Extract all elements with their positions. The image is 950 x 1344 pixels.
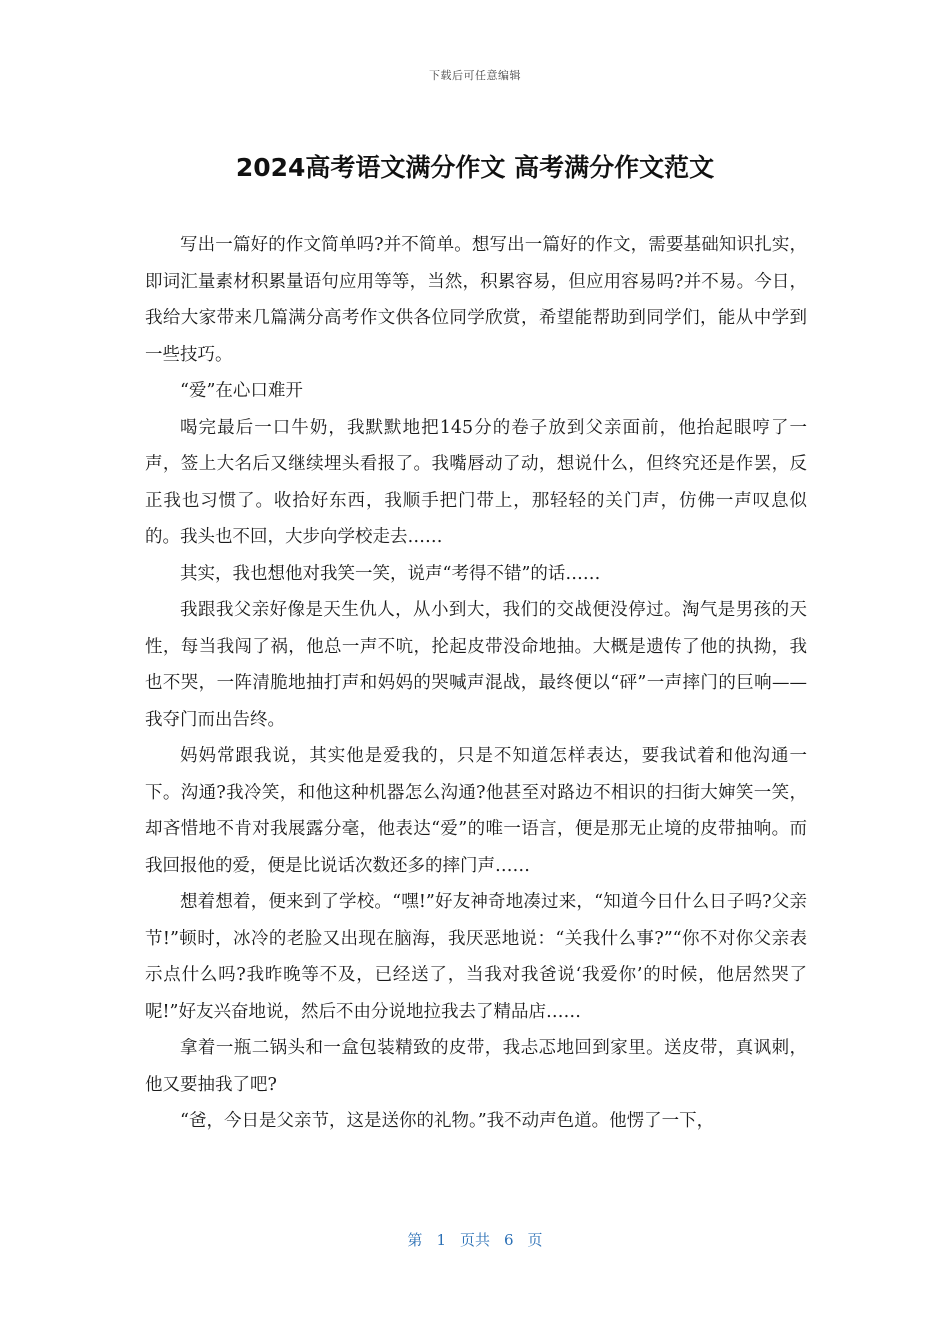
paragraph: 想着想着，便来到了学校。“嘿!”好友神奇地凑过来，“知道今日什么日子吗?父亲节!”顿时，冰冷的老脸又出现在脑海，我厌恶地说：“关我什么事?”“你不对你父亲表示点什么吗?我昨晚等不及，已经送了，当我对我爸说‘我爱你’的时候，他居然哭了呢!”好友兴奋地说，然后不由分说地拉我去了精品店…… [145, 892, 807, 1022]
header-note: 下载后可任意编辑 [429, 69, 521, 82]
paragraph: 妈妈常跟我说，其实他是爱我的，只是不知道怎样表达，要我试着和他沟通一下。沟通?我冷笑，和他这种机器怎么沟通?他甚至对路边不相识的扫街大婶笑一笑，却吝惜地不肯对我展露分毫，他表达“爱”的唯一语言，便是那无止境的皮带抽响。而我回报他的爱，便是比说话次数还多的摔门声…… [145, 746, 807, 876]
paragraph: 拿着一瓶二锅头和一盒包装精致的皮带，我忐忑地回到家里。送皮带，真讽刺，他又要抽我了吧? [145, 1038, 807, 1095]
footer-suffix: 页 [527, 1231, 543, 1249]
paragraph: “爸，今日是父亲节，这是送你的礼物。”我不动声色道。他愣了一下， [180, 1111, 715, 1131]
footer-prefix: 第 [407, 1231, 423, 1249]
essay-heading: “爱”在心口难开 [180, 381, 303, 401]
footer-page-number: 1 [436, 1231, 446, 1249]
paragraph-intro: 写出一篇好的作文简单吗?并不简单。想写出一篇好的作文，需要基础知识扎实，即词汇量素材积累量语句应用等等，当然，积累容易，但应用容易吗?并不易。今日，我给大家带来几篇满分高考作文供各位同学欣赏，希望能帮助到同学们，能从中学到一些技巧。 [145, 235, 807, 365]
paragraph: 其实，我也想他对我笑一笑，说声“考得不错”的话…… [180, 563, 601, 584]
page-footer [0, 1229, 950, 1250]
paragraph: 喝完最后一口牛奶，我默默地把145分的卷子放到父亲面前，他抬起眼哼了一声，签上大名后又继续埋头看报了。我嘴唇动了动，想说什么，但终究还是作罢，反正我也习惯了。收拾好东西，我顺手把门带上，那轻轻的关门声，仿佛一声叹息似的。我头也不回，大步向学校走去…… [145, 417, 807, 547]
paragraph: 我跟我父亲好像是天生仇人，从小到大，我们的交战便没停过。淘气是男孩的天性，每当我闯了祸，他总一声不吭，抡起皮带没命地抽。大概是遗传了他的执拗，我也不哭，一阵清脆地抽打声和妈妈的哭喊声混战，最终便以“砰”一声摔门的巨响——我夺门而出告终。 [145, 600, 807, 730]
document-title: 2024高考语文满分作文 高考满分作文范文 [235, 153, 715, 182]
document-body [145, 227, 807, 1140]
footer-middle: 页共 [459, 1231, 490, 1249]
footer-total-pages: 6 [504, 1231, 514, 1249]
